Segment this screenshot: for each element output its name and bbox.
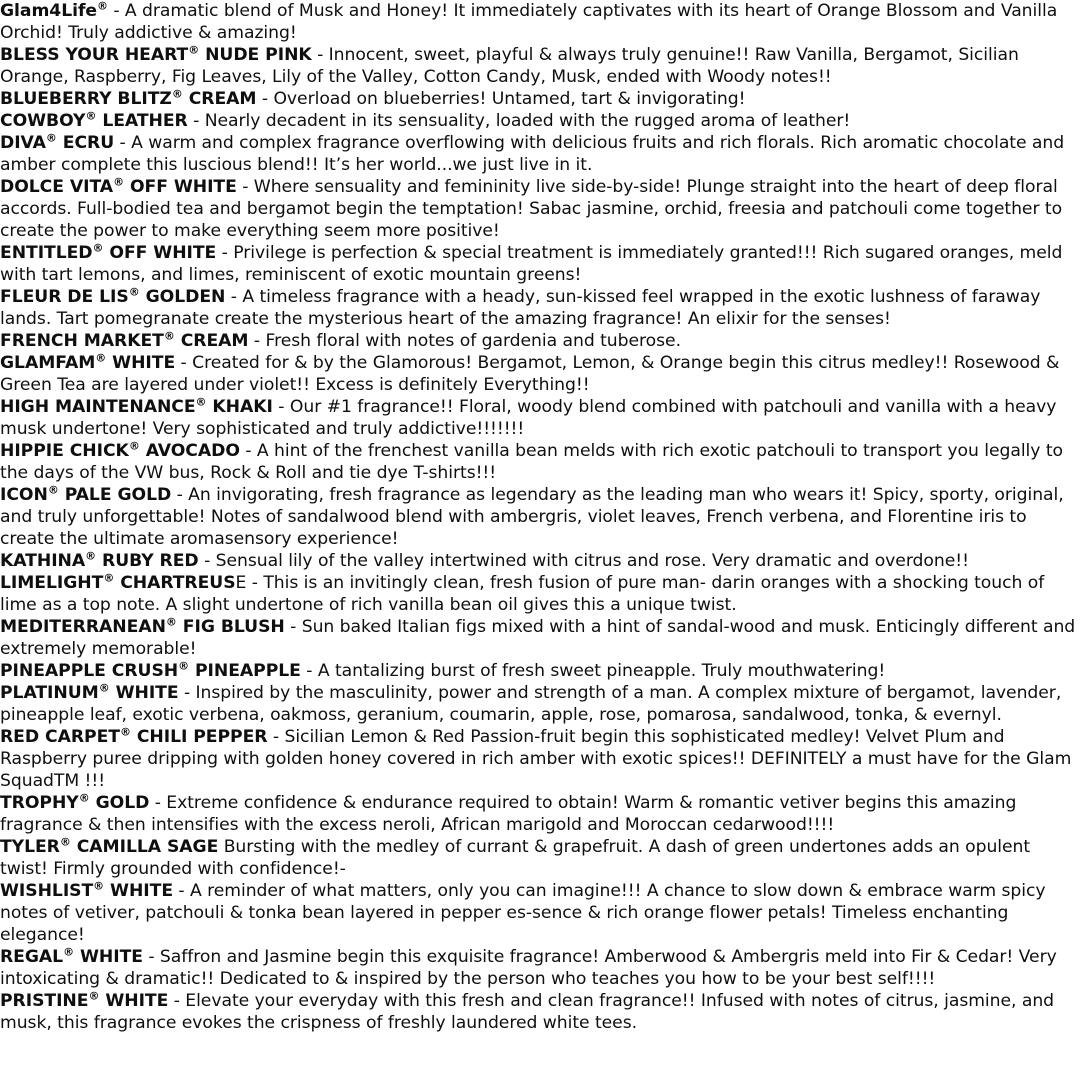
registered-trademark-icon: ® [178,659,190,673]
fragrance-name: RED CARPET [0,727,120,747]
fragrance-name: FRENCH MARKET [0,331,164,351]
list-item [0,110,1080,132]
fragrance-color: AVOCADO [139,441,240,461]
fragrance-description: - Sun baked Italian figs mixed with a hint of sandal-wood and musk. Enticingly different and extremely memorable! [0,617,1076,659]
fragrance-name: KATHINA [0,551,86,571]
fragrance-description: - Overload on blueberries! Untamed, tart & invigorating! [256,89,746,109]
list-item [0,242,1080,286]
fragrance-description: - A timeless fragrance with a heady, sun-kissed feel wrapped in the exotic lushness of faraway lands. Tart pomegranate create the mysterious heart of the amazing fragrance! An elixir for the senses! [0,287,1041,329]
fragrance-color: FIG BLUSH [176,617,285,637]
list-item [0,792,1080,836]
fragrance-description: - Sicilian Lemon & Red Passion-fruit begin this sophisticated medley! Velvet Plum and Raspberry puree dripping with golden honey covered in rich amber with exotic spices!! DEFINITELY a must have for the Glam SquadTM !!! [0,727,1072,791]
fragrance-name: PRISTINE [0,991,89,1011]
fragrance-description: - Created for & by the Glamorous! Bergamot, Lemon, & Orange begin this citrus medley!! Rosewood & Green Tea are layered under violet!! Excess is definitely Everything!! [0,353,1060,395]
list-item [0,682,1080,726]
fragrance-name: MEDITERRANEAN [0,617,166,637]
fragrance-name: DIVA [0,133,46,153]
registered-trademark-icon: ® [63,945,75,959]
fragrance-color: CREAM [174,331,249,351]
registered-trademark-icon: ® [195,395,207,409]
fragrance-name: PLATINUM [0,683,99,703]
fragrance-description: - Fresh floral with notes of gardenia and tuberose. [248,331,681,351]
fragrance-name: DOLCE VITA [0,177,114,197]
fragrance-color: OFF WHITE [103,243,217,263]
list-item [0,880,1080,946]
fragrance-color: ECRU [56,133,115,153]
fragrance-name: WISHLIST [0,881,94,901]
fragrance-description: - A dramatic blend of Musk and Honey! It immediately captivates with its heart of Orange Blossom and Vanilla Orchid! Truly addictive & amazing! [0,1,1058,43]
fragrance-name: PINEAPPLE CRUSH [0,661,179,681]
fragrance-name: BLUEBERRY BLITZ [0,89,172,109]
fragrance-color: OFF WHITE [124,177,237,197]
fragrance-name: LIMELIGHT [0,573,104,593]
list-item [0,946,1080,990]
fragrance-name: FLEUR DE LIS [0,287,129,307]
fragrance-description: - A reminder of what matters, only you can imagine!!! A chance to slow down & embrace warm spicy notes of vetiver, patchouli & tonka bean layered in pepper es-sence & rich orange flower petals! Timeless enchanting elegance! [0,881,1046,945]
fragrance-name: TYLER [0,837,60,857]
fragrance-description: - Where sensuality and femininity live side-by-side! Plunge straight into the heart of deep floral accords. Full-bodied tea and bergamot begin the temptation! Sabac jasmine, orchid, freesia and patchouli come together to create the power to make everything seem more positive! [0,177,1063,241]
registered-trademark-icon: ® [85,109,97,123]
list-item [0,440,1080,484]
registered-trademark-icon: ® [165,615,177,629]
list-item [0,550,1080,572]
list-item [0,88,1080,110]
registered-trademark-icon: ® [88,989,100,1003]
fragrance-description: Bursting with the medley of currant & grapefruit. A dash of green undertones adds an opulent twist! Firmly grounded with confidence!- [0,837,1031,879]
fragrance-description: - Saffron and Jasmine begin this exquisite fragrance! Amberwood & Ambergris meld into Fir & Cedar! Very intoxicating & dramatic!! Dedicated to & inspired by the person who teaches you how to be your best self!!!! [0,947,1057,989]
fragrance-color: GOLDEN [139,287,226,307]
list-item [0,660,1080,682]
registered-trademark-icon: ® [128,439,140,453]
list-item [0,836,1080,880]
list-item [0,330,1080,352]
fragrance-color: PINEAPPLE [189,661,301,681]
fragrance-name: GLAMFAM [0,353,96,373]
fragrance-name: ENTITLED [0,243,93,263]
fragrance-color: GOLD [89,793,150,813]
registered-trademark-icon: ® [97,0,108,13]
fragrance-color: CREAM [182,89,257,109]
registered-trademark-icon: ® [98,681,110,695]
fragrance-color: KHAKI [206,397,273,417]
list-item [0,0,1080,44]
fragrance-name: Glam4Life [0,1,97,21]
registered-trademark-icon: ® [47,483,59,497]
fragrance-name: REGAL [0,947,64,967]
registered-trademark-icon: ® [92,241,104,255]
fragrance-color: CHILI PEPPER [130,727,268,747]
registered-trademark-icon: ® [95,351,107,365]
fragrance-color: WHITE [104,881,174,901]
fragrance-color: WHITE [106,353,176,373]
fragrance-name: HIGH MAINTENANCE [0,397,196,417]
registered-trademark-icon: ® [119,725,131,739]
list-item [0,132,1080,176]
fragrance-color: LEATHER [96,111,188,131]
fragrance-description: - Sensual lily of the valley intertwined with citrus and rose. Very dramatic and overdone!! [198,551,969,571]
list-item [0,44,1080,88]
list-item [0,176,1080,242]
fragrance-color: WHITE [109,683,179,703]
fragrance-color: PALE GOLD [58,485,172,505]
registered-trademark-icon: ® [103,571,115,585]
fragrance-description: - Extreme confidence & endurance required to obtain! Warm & romantic vetiver begins this amazing fragrance & then intensifies with the excess neroli, African marigold and Moroccan cedarwood!!!! [0,793,1017,835]
registered-trademark-icon: ® [163,329,175,343]
fragrance-color: NUDE PINK [199,45,312,65]
fragrance-description: - A tantalizing burst of fresh sweet pineapple. Truly mouthwatering! [300,661,886,681]
fragrance-description: E - This is an invitingly clean, fresh fusion of pure man- darin oranges with a shocking touch of lime as a top note. A slight undertone of rich vanilla bean oil gives this a unique twist. [0,573,1045,615]
registered-trademark-icon: ® [45,131,57,145]
list-item [0,990,1080,1034]
list-item [0,484,1080,550]
registered-trademark-icon: ® [59,835,71,849]
fragrance-name: TROPHY [0,793,79,813]
fragrance-description: - A hint of the frenchest vanilla bean melds with rich exotic patchouli to transport you legally to the days of the VW bus, Rock & Roll and tie dye T-shirts!!! [0,441,1063,483]
fragrance-description: - Privilege is perfection & special treatment is immediately granted!!! Rich sugared oranges, meld with tart lemons, and limes, reminiscent of exotic mountain greens! [0,243,1063,285]
fragrance-color: WHITE [99,991,169,1011]
registered-trademark-icon: ® [128,285,140,299]
list-item [0,616,1080,660]
fragrance-description: - Nearly decadent in its sensuality, loaded with the rugged aroma of leather! [187,111,851,131]
registered-trademark-icon: ® [85,549,97,563]
fragrance-color: RUBY RED [96,551,199,571]
fragrance-name: ICON [0,485,48,505]
registered-trademark-icon: ® [113,175,125,189]
fragrance-name: HIPPIE CHICK [0,441,129,461]
list-item [0,572,1080,616]
fragrance-name: COWBOY [0,111,86,131]
fragrance-description: - Elevate your everyday with this fresh and clean fragrance!! Infused with notes of citrus, jasmine, and musk, this fragrance evokes the crispness of freshly laundered white tees. [0,991,1055,1033]
fragrance-description: - Innocent, sweet, playful & always truly genuine!! Raw Vanilla, Bergamot, Sicilian Orange, Raspberry, Fig Leaves, Lily of the Valley, Cotton Candy, Musk, ended with Woody notes!! [0,45,1019,87]
fragrance-description: - An invigorating, fresh fragrance as legendary as the leading man who wears it! Spicy, sporty, original, and truly unforgettable! Notes of sandalwood blend with ambergris, violet leaves, French verbena, and Florentine iris to create the ultimate aromasensory experience! [0,485,1064,549]
registered-trademark-icon: ® [78,791,90,805]
list-item [0,726,1080,792]
registered-trademark-icon: ® [188,43,200,57]
registered-trademark-icon: ® [93,879,105,893]
registered-trademark-icon: ® [171,87,183,101]
fragrance-description: - Inspired by the masculinity, power and strength of a man. A complex mixture of bergamot, lavender, pineapple leaf, exotic verbena, oakmoss, geranium, coumarin, apple, rose, pomarosa, sandalwood, tonka, & evernyl. [0,683,1062,725]
fragrance-description: - Our #1 fragrance!! Floral, woody blend combined with patchouli and vanilla with a heavy musk undertone! Very sophisticated and truly addictive!!!!!!! [0,397,1057,439]
fragrance-name: BLESS YOUR HEART [0,45,189,65]
list-item [0,286,1080,330]
list-item [0,396,1080,440]
fragrance-color: WHITE [74,947,143,967]
fragrance-description: - A warm and complex fragrance overflowing with delicious fruits and rich florals. Rich aromatic chocolate and amber complete this luscious blend!! It’s her world...we just live in it. [0,133,1065,175]
fragrance-color: CAMILLA SAGE [70,837,219,857]
list-item [0,352,1080,396]
fragrance-color: CHARTREUS [114,573,236,593]
